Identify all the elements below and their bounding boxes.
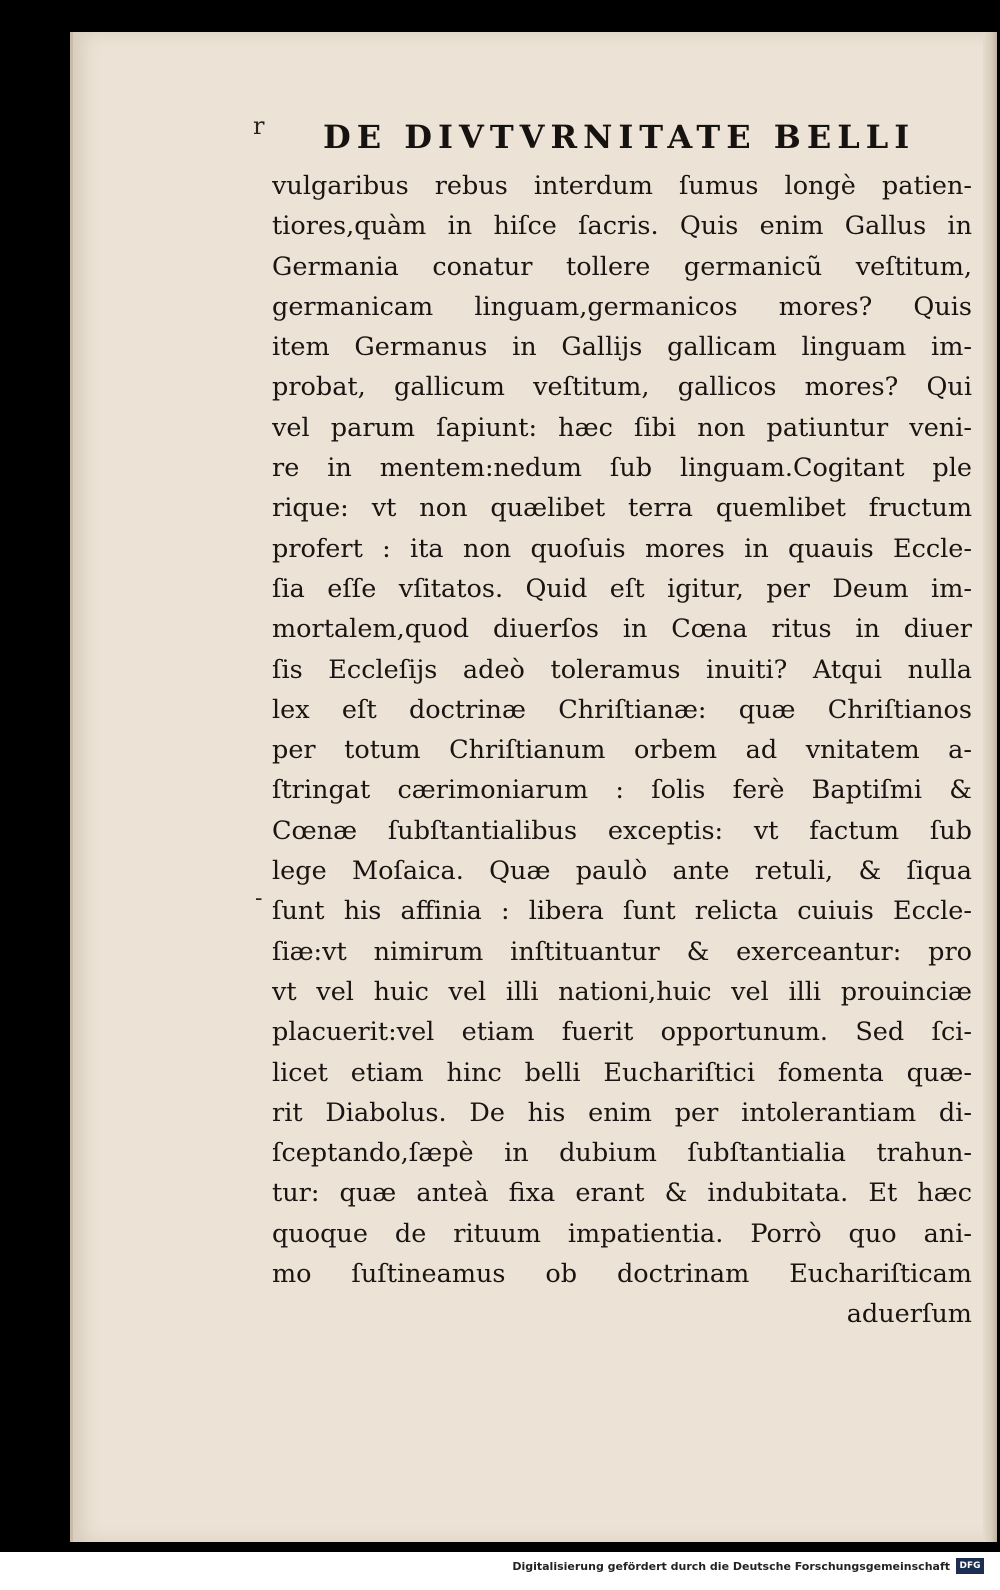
text-line: rit Diabolus. De his enim per intolerantiam di- — [272, 1097, 972, 1128]
text-line: item Germanus in Gallijs gallicam linguam im- — [272, 332, 972, 363]
text-line: Cœnæ ſubſtantialibus exceptis: vt factum ſub — [272, 815, 972, 846]
dfg-logo: DFG — [956, 1558, 984, 1574]
running-head: DE DIVTVRNITATE BELLI — [323, 118, 916, 156]
text-line: ſia eſſe vſitatos. Quid eſt igitur, per Deum im- — [272, 573, 972, 604]
text-line: mo ſuſtineamus ob doctrinam Euchariſticam — [272, 1259, 972, 1290]
text-line: vulgaribus rebus interdum ſumus longè patien- — [272, 171, 972, 201]
text-line: placuerit:vel etiam fuerit opportunum. Sed ſci- — [272, 1017, 972, 1048]
text-line: licet etiam hinc belli Euchariſtici fomenta quæ- — [272, 1057, 972, 1088]
digitization-credit: Digitalisierung gefördert durch die Deutsche Forschungsgemeinschaft — [512, 1560, 950, 1573]
text-line: lex eſt doctrinæ Chriſtianæ: quæ Chriſtianos — [272, 694, 972, 725]
text-line: ſceptando,ſæpè in dubium ſubſtantialia trahun- — [272, 1138, 972, 1169]
text-line: quoque de rituum impatientia. Porrò quo ani- — [272, 1218, 972, 1249]
text-line: Germania conatur tollere germanicũ veſtitum, — [272, 251, 972, 282]
text-line: re in mentem:nedum ſub linguam.Cogitant ple — [272, 453, 972, 484]
text-line: vel parum ſapiunt: hæc ſibi non patiuntur veni- — [272, 412, 972, 443]
text-line: ſis Eccleſijs adeò toleramus inuiti? Atqui nulla — [272, 654, 972, 685]
text-line: ſiæ:vt nimirum inſtituantur & exerceantur: pro — [272, 936, 972, 967]
text-line: germanicam linguam,germanicos mores? Quis — [272, 291, 972, 322]
text-line: probat, gallicum veſtitum, gallicos mores? Qui — [272, 372, 972, 403]
text-line: per totum Chriſtianum orbem ad vnitatem a- — [272, 735, 972, 766]
margin-mark: - — [255, 886, 263, 911]
text-line: aduerſum — [846, 1299, 972, 1330]
text-line: vt vel huic vel illi nationi,huic vel illi prouinciæ — [272, 976, 972, 1007]
text-line: tiores,quàm in hiſce ſacris. Quis enim Gallus in — [272, 211, 972, 242]
page-edge — [983, 32, 997, 1542]
text-line: ſunt his affinia : libera ſunt relicta cuiuis Eccle- — [272, 896, 972, 927]
text-line: profert : ita non quoſuis mores in quauis Eccle- — [272, 533, 972, 564]
text-line: tur: quæ anteà fixa erant & indubitata. Et hæc — [272, 1178, 972, 1209]
head-mark: r — [253, 112, 265, 140]
text-line: lege Moſaica. Quæ paulò ante retuli, & ſiqua — [272, 856, 972, 887]
body-text — [272, 166, 972, 1335]
text-line: mortalem,quod diuerſos in Cœna ritus in diuer — [272, 614, 972, 645]
text-line: ſtringat cærimoniarum : ſolis ferè Baptiſmi & — [272, 775, 972, 806]
text-line: rique: vt non quælibet terra quemlibet fructum — [272, 493, 972, 524]
